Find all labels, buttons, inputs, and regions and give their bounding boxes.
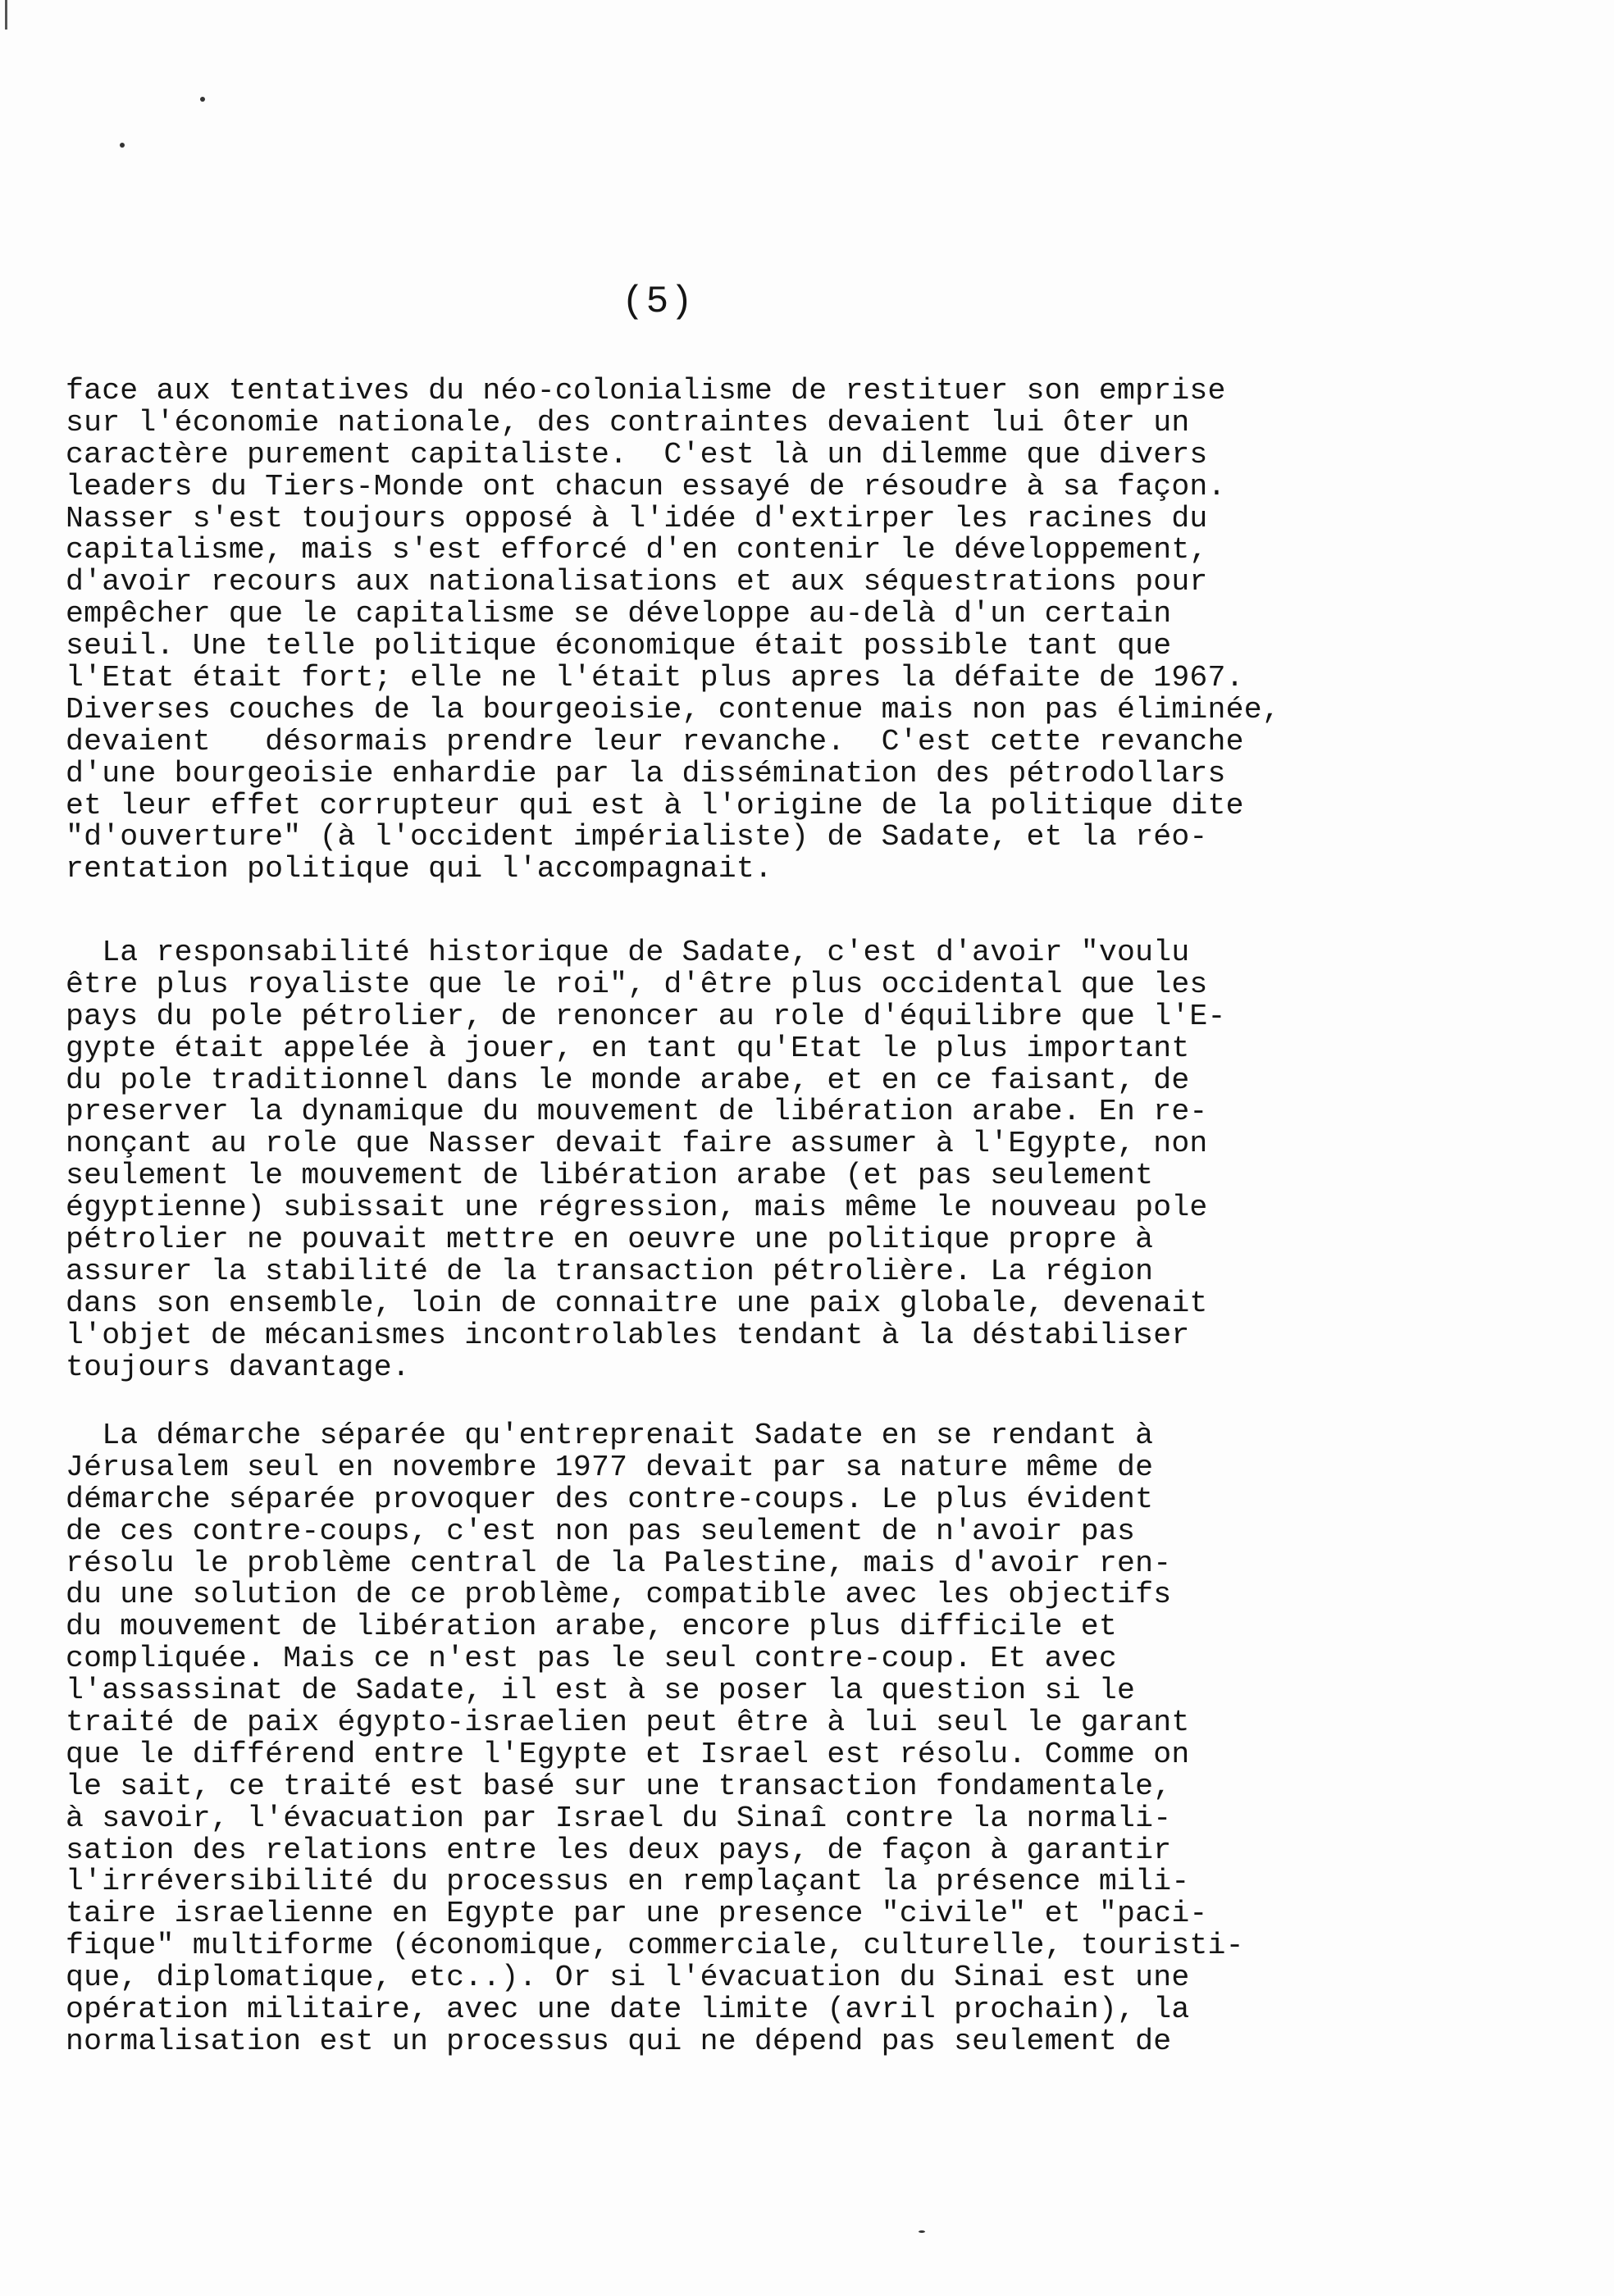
paragraph <box>66 1420 1460 2058</box>
text-line: sur l'économie nationale, des contraintes devaient lui ôter un <box>66 405 1190 440</box>
text-line: preserver la dynamique du mouvement de libération arabe. En re- <box>66 1095 1208 1129</box>
text-line: du pole traditionnel dans le monde arabe, et en ce faisant, de <box>66 1063 1190 1097</box>
text-line: l'assassinat de Sadate, il est à se poser la question si le <box>66 1674 1136 1708</box>
text-line: sation des relations entre les deux pays, de façon à garantir <box>66 1833 1172 1867</box>
text-line: du une solution de ce problème, compatible avec les objectifs <box>66 1578 1172 1612</box>
text-line: Jérusalem seul en novembre 1977 devait par sa nature même de <box>66 1450 1154 1484</box>
text-line: être plus royaliste que le roi", d'être plus occidental que les <box>66 967 1208 1001</box>
text-line: d'une bourgeoisie enhardie par la dissémination des pétrodollars <box>66 756 1226 790</box>
text-line: La démarche séparée qu'entreprenait Sadate en se rendant à <box>66 1419 1154 1452</box>
text-line: gypte était appelée à jouer, en tant qu'Etat le plus important <box>66 1031 1190 1065</box>
text-line: taire israelienne en Egypte par une presence "civile" et "paci- <box>66 1897 1208 1931</box>
text-line: pétrolier ne pouvait mettre en oeuvre une politique propre à <box>66 1223 1154 1257</box>
text-line: le sait, ce traité est basé sur une transaction fondamentale, <box>66 1769 1172 1803</box>
text-line: face aux tentatives du néo-colonialisme de restituer son emprise <box>66 374 1226 408</box>
scan-edge-mark <box>5 0 7 30</box>
text-line: résolu le problème central de la Palestine, mais d'avoir ren- <box>66 1546 1172 1580</box>
text-line: compliquée. Mais ce n'est pas le seul contre-coup. Et avec <box>66 1642 1118 1676</box>
text-line: rentation politique qui l'accompagnait. <box>66 852 773 886</box>
text-line: capitalisme, mais s'est efforcé d'en contenir le développement, <box>66 533 1208 567</box>
text-line: et leur effet corrupteur qui est à l'origine de la politique dite <box>66 788 1244 822</box>
text-line: leaders du Tiers-Monde ont chacun essayé de résoudre à sa façon. <box>66 469 1226 503</box>
paragraph <box>66 937 1460 1383</box>
text-line: que, diplomatique, etc..). Or si l'évacuation du Sinai est une <box>66 1961 1190 1995</box>
page-number: (5) <box>622 280 695 323</box>
text-line: l'irréversibilité du processus en remplaçant la présence mili- <box>66 1865 1190 1899</box>
text-line: opération militaire, avec une date limite (avril prochain), la <box>66 1993 1190 2027</box>
scan-speck <box>919 2230 925 2233</box>
text-line: nonçant au role que Nasser devait faire assumer à l'Egypte, non <box>66 1127 1208 1161</box>
text-line: seulement le mouvement de libération arabe (et pas seulement <box>66 1159 1154 1193</box>
text-line: l'objet de mécanismes incontrolables tendant à la déstabiliser <box>66 1318 1190 1352</box>
text-line: l'Etat était fort; elle ne l'était plus apres la défaite de 1967. <box>66 661 1244 695</box>
scan-speck <box>120 143 125 148</box>
text-line: normalisation est un processus qui ne dépend pas seulement de <box>66 2024 1172 2058</box>
text-line: à savoir, l'évacuation par Israel du Sinaî contre la normali- <box>66 1801 1172 1835</box>
text-line: Nasser s'est toujours opposé à l'idée d'extirper les racines du <box>66 501 1208 535</box>
text-line: égyptienne) subissait une régression, mais même le nouveau pole <box>66 1191 1208 1225</box>
text-line: caractère purement capitaliste. C'est là un dilemme que divers <box>66 437 1208 472</box>
text-line: démarche séparée provoquer des contre-coups. Le plus évident <box>66 1482 1154 1516</box>
text-line: toujours davantage. <box>66 1350 410 1384</box>
text-line: Diverses couches de la bourgeoisie, contenue mais non pas éliminée, <box>66 692 1280 727</box>
text-line: fique" multiforme (économique, commerciale, culturelle, touristi- <box>66 1929 1244 1963</box>
paragraph <box>66 376 1460 886</box>
text-line: traité de paix égypto-israelien peut être à lui seul le garant <box>66 1706 1190 1740</box>
text-line: empêcher que le capitalisme se développe au-delà d'un certain <box>66 597 1172 631</box>
text-line: d'avoir recours aux nationalisations et aux séquestrations pour <box>66 565 1208 599</box>
text-line: pays du pole pétrolier, de renoncer au role d'équilibre que l'E- <box>66 999 1226 1033</box>
text-line: du mouvement de libération arabe, encore plus difficile et <box>66 1610 1118 1644</box>
text-line: devaient désormais prendre leur revanche. C'est cette revanche <box>66 724 1244 758</box>
scan-speck <box>200 97 205 102</box>
text-line: assurer la stabilité de la transaction pétrolière. La région <box>66 1254 1154 1288</box>
text-line: dans son ensemble, loin de connaitre une paix globale, devenait <box>66 1286 1208 1320</box>
text-line: seuil. Une telle politique économique était possible tant que <box>66 629 1172 663</box>
text-line: La responsabilité historique de Sadate, c'est d'avoir "voulu <box>66 936 1190 969</box>
text-line: que le différend entre l'Egypte et Israel est résolu. Comme on <box>66 1737 1190 1771</box>
text-line: de ces contre-coups, c'est non pas seulement de n'avoir pas <box>66 1514 1136 1548</box>
text-line: "d'ouverture" (à l'occident impérialiste) de Sadate, et la réo- <box>66 820 1208 854</box>
